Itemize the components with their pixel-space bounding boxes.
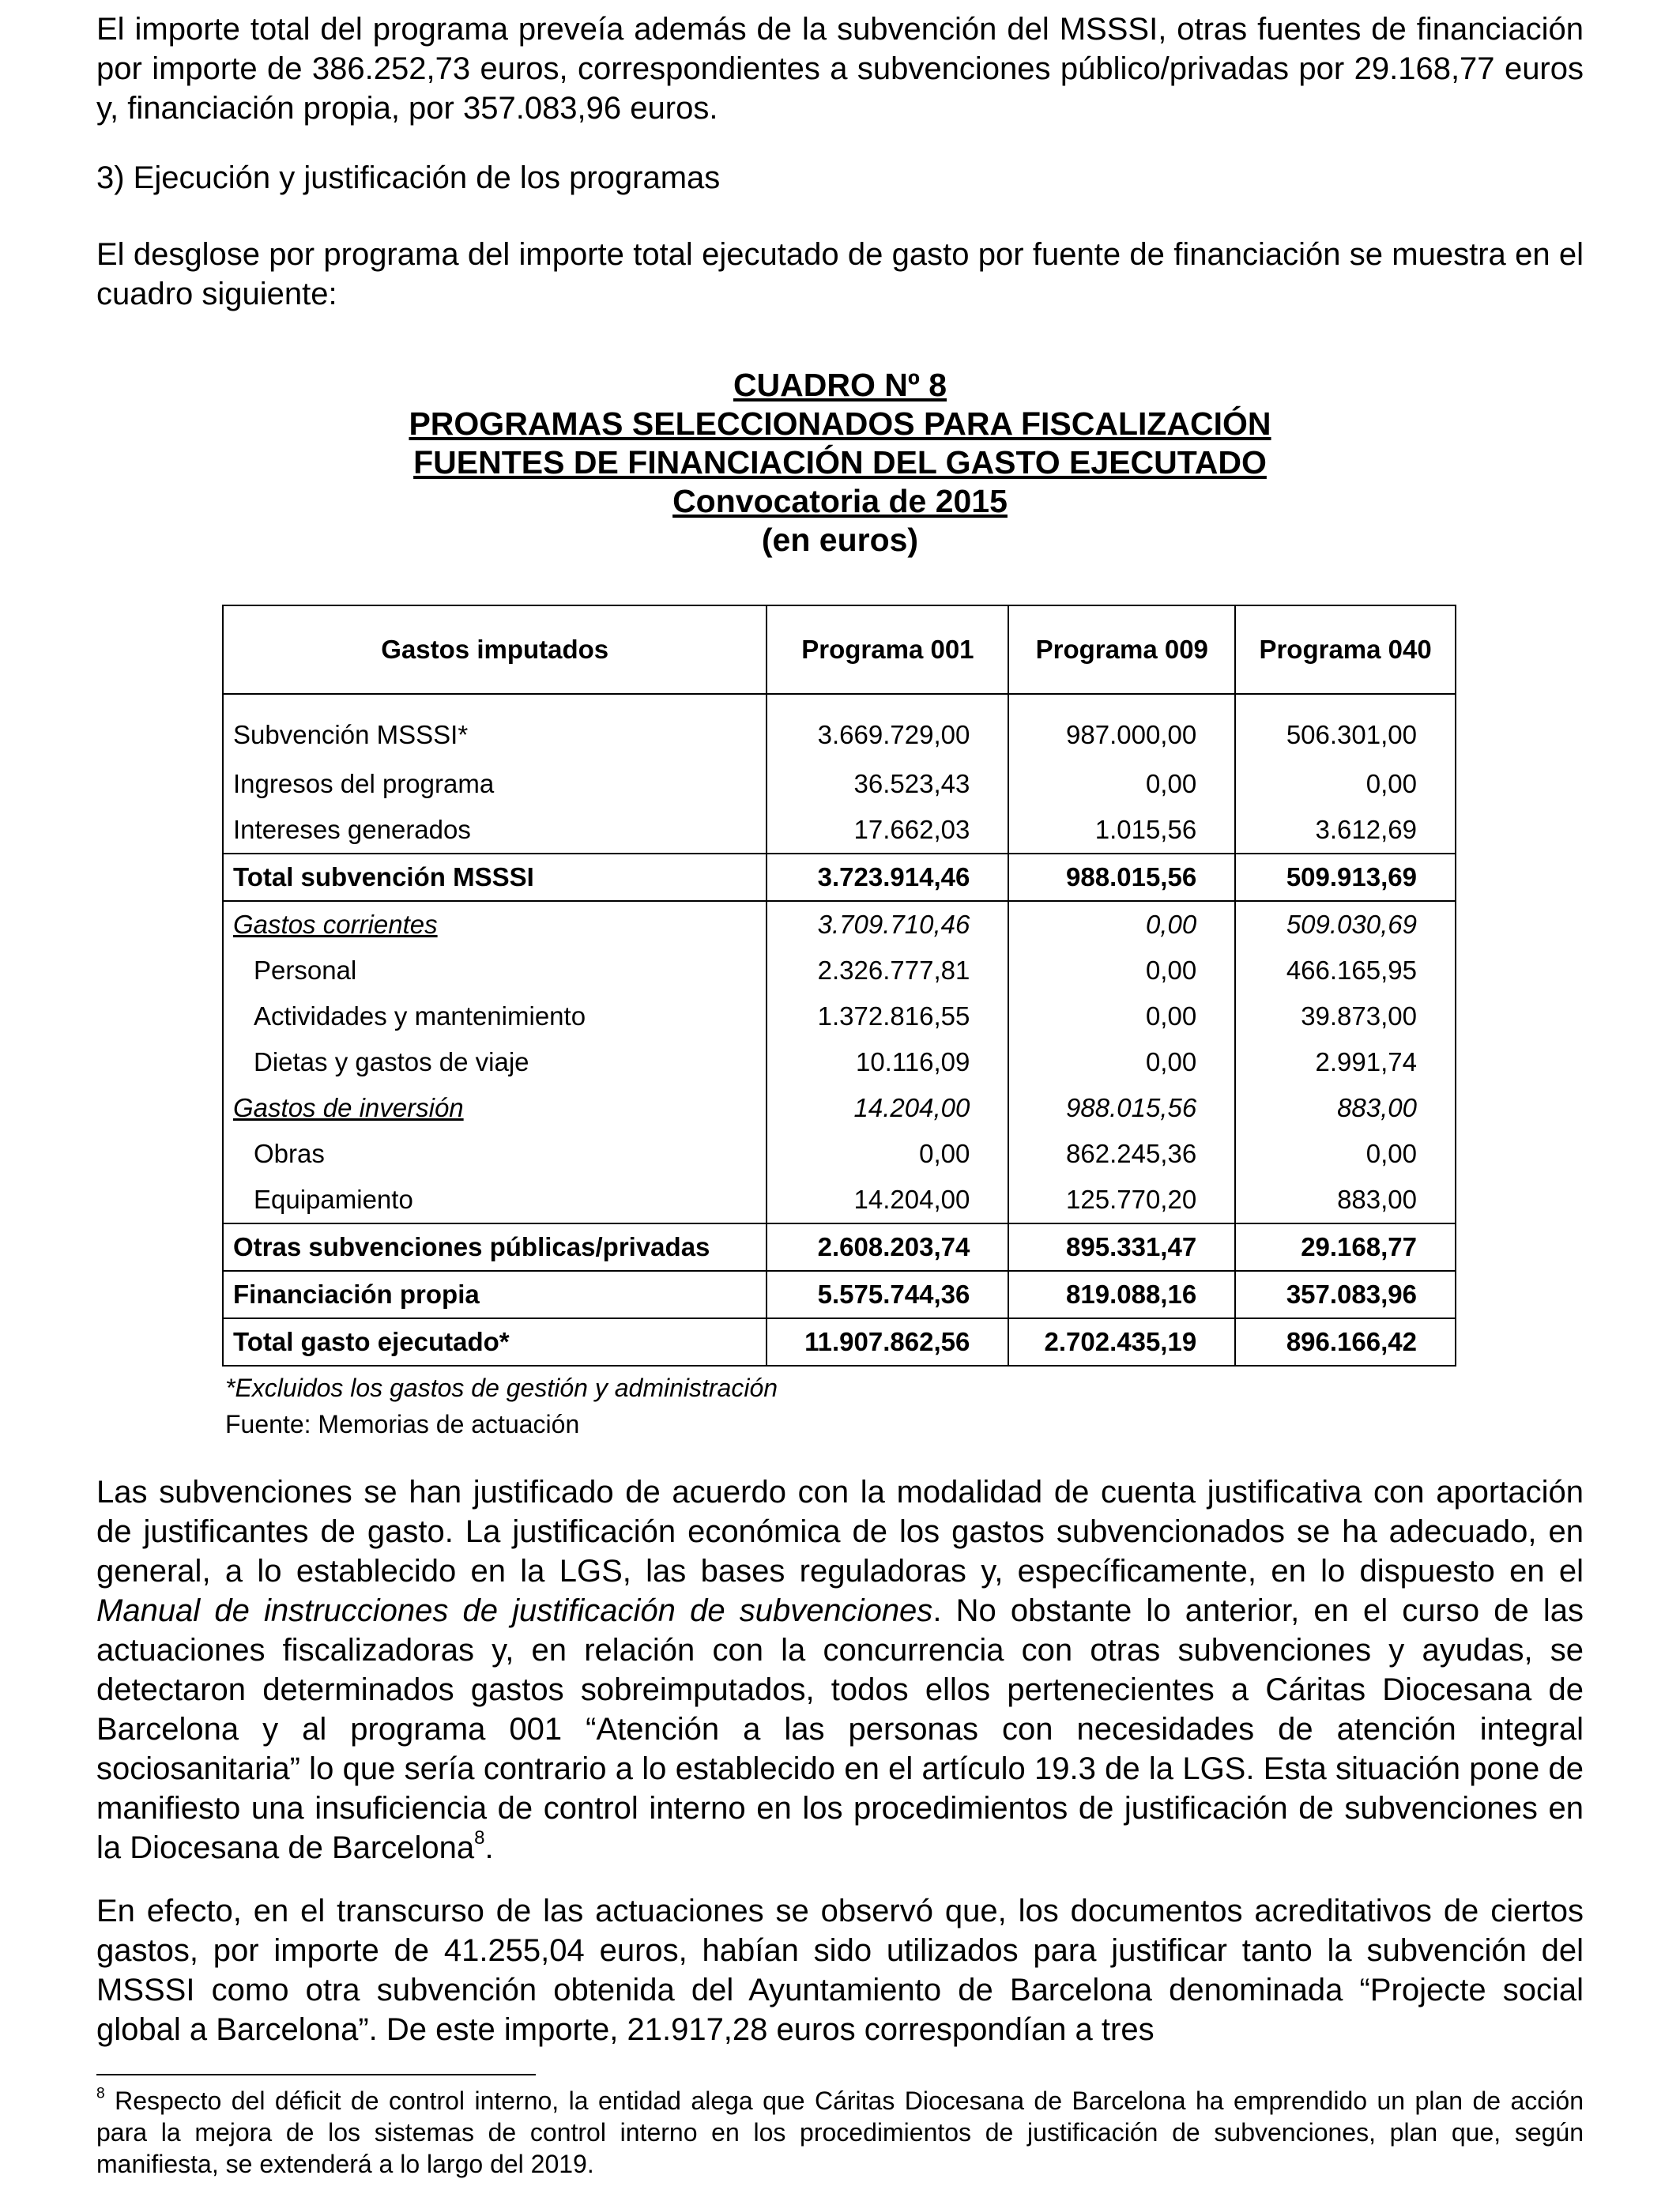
cell-value: 14.204,00 bbox=[767, 1177, 1008, 1223]
table-row-subheading bbox=[223, 901, 1456, 948]
cell-value: 819.088,16 bbox=[1008, 1271, 1235, 1318]
cell-value: 3.669.729,00 bbox=[767, 694, 1008, 761]
paragraph-breakdown-intro: El desglose por programa del importe total ejecutado de gasto por fuente de financiación se muestra en el cuadro siguiente: bbox=[96, 237, 1584, 311]
table-row bbox=[223, 993, 1456, 1039]
cell-value: 466.165,95 bbox=[1235, 948, 1456, 993]
row-label: Intereses generados bbox=[223, 807, 767, 854]
cell-value: 0,00 bbox=[1008, 761, 1235, 807]
row-label: Ingresos del programa bbox=[223, 761, 767, 807]
cell-value: 1.372.816,55 bbox=[767, 993, 1008, 1039]
row-label-text: Gastos de inversión bbox=[233, 1093, 464, 1122]
row-label: Actividades y mantenimiento bbox=[223, 993, 767, 1039]
row-label: Otras subvenciones públicas/privadas bbox=[223, 1223, 767, 1271]
header-programa-009: Programa 009 bbox=[1008, 605, 1235, 694]
cell-value: 0,00 bbox=[1235, 761, 1456, 807]
cell-value: 0,00 bbox=[767, 1131, 1008, 1177]
cell-value: 506.301,00 bbox=[1235, 694, 1456, 761]
cell-value: 11.907.862,56 bbox=[767, 1318, 1008, 1366]
row-label: Financiación propia bbox=[223, 1271, 767, 1318]
row-label: Subvención MSSSI* bbox=[223, 694, 767, 761]
cell-value: 2.991,74 bbox=[1235, 1039, 1456, 1085]
cell-value: 862.245,36 bbox=[1008, 1131, 1235, 1177]
cell-value: 895.331,47 bbox=[1008, 1223, 1235, 1271]
cell-value: 0,00 bbox=[1008, 993, 1235, 1039]
cell-value: 0,00 bbox=[1008, 948, 1235, 993]
cell-value: 1.015,56 bbox=[1008, 807, 1235, 854]
cell-value: 0,00 bbox=[1008, 1039, 1235, 1085]
footnote bbox=[96, 2085, 1584, 2180]
footnote-divider bbox=[96, 2074, 536, 2075]
table-row bbox=[223, 948, 1456, 993]
paragraph-text: . No obstante lo anterior, en el curso de las actuaciones fiscalizadoras y, en relación con la concurrencia con otras subvenciones y ayudas, se detectaron determinados gastos sobreimputados, todos ellos pertenecientes a Cáritas Diocesana de Barcelona y al programa 001 “Atención a las personas con necesidades de atención integral sociosanitaria” lo que sería contrario a lo establecido en el artículo 19.3 de la LGS. Esta situación pone de manifiesto una insuficiencia de control interno en los procedimientos de justificación de subvenciones en la Diocesana de Barcelona bbox=[96, 1593, 1584, 1865]
table-row bbox=[223, 1177, 1456, 1223]
row-label: Dietas y gastos de viaje bbox=[223, 1039, 767, 1085]
cell-value: 17.662,03 bbox=[767, 807, 1008, 854]
table-row-total bbox=[223, 1271, 1456, 1318]
cell-value: 3.709.710,46 bbox=[767, 901, 1008, 948]
table-row-total bbox=[223, 854, 1456, 901]
footnote-reference[interactable]: 8 bbox=[474, 1827, 485, 1849]
table-header-row bbox=[223, 605, 1456, 694]
cell-value: 3.723.914,46 bbox=[767, 854, 1008, 901]
table-title-line-3: FUENTES DE FINANCIACIÓN DEL GASTO EJECUTADO bbox=[413, 444, 1267, 481]
cell-value: 36.523,43 bbox=[767, 761, 1008, 807]
cell-value: 0,00 bbox=[1008, 901, 1235, 948]
header-programa-001: Programa 001 bbox=[767, 605, 1008, 694]
cell-value: 0,00 bbox=[1235, 1131, 1456, 1177]
row-label: Obras bbox=[223, 1131, 767, 1177]
table-source: Fuente: Memorias de actuación bbox=[225, 1410, 580, 1438]
footnote-text: Respecto del déficit de control interno, la entidad alega que Cáritas Diocesana de Barcelona ha emprendido un plan de acción para la mejora de los sistemas de control interno en los procedimientos de justificación de subvenciones, plan que, según manifiesta, se extenderá a lo largo del 2019. bbox=[96, 2087, 1584, 2178]
row-label: Equipamiento bbox=[223, 1177, 767, 1223]
cell-value: 14.204,00 bbox=[767, 1085, 1008, 1131]
cell-value: 883,00 bbox=[1235, 1177, 1456, 1223]
table-title bbox=[96, 366, 1584, 560]
table-row-total bbox=[223, 1318, 1456, 1366]
paragraph-funding-sources: El importe total del programa preveía además de la subvención del MSSSI, otras fuentes de financiación por importe de 386.252,73 euros, correspondientes a subvenciones público/privadas por 29.168,77 euros y, financiación propia, por 357.083,96 euros. bbox=[96, 12, 1584, 126]
paragraph-end: . bbox=[484, 1830, 494, 1865]
row-label-text: Gastos corrientes bbox=[233, 910, 438, 939]
manual-title: Manual de instrucciones de justificación de subvenciones bbox=[96, 1593, 933, 1628]
cell-value: 39.873,00 bbox=[1235, 993, 1456, 1039]
section-heading: 3) Ejecución y justificación de los programas bbox=[96, 160, 721, 195]
table-title-line-4: Convocatoria de 2015 bbox=[672, 483, 1008, 519]
cell-value: 3.612,69 bbox=[1235, 807, 1456, 854]
table-notes bbox=[225, 1370, 778, 1442]
cell-value: 5.575.744,36 bbox=[767, 1271, 1008, 1318]
table-row-subheading bbox=[223, 1085, 1456, 1131]
table-number: CUADRO Nº 8 bbox=[733, 367, 947, 403]
cell-value: 987.000,00 bbox=[1008, 694, 1235, 761]
funding-table bbox=[222, 605, 1456, 1367]
table-title-units: (en euros) bbox=[761, 522, 919, 558]
cell-value: 29.168,77 bbox=[1235, 1223, 1456, 1271]
cell-value: 988.015,56 bbox=[1008, 1085, 1235, 1131]
row-label: Personal bbox=[223, 948, 767, 993]
header-gastos-imputados: Gastos imputados bbox=[223, 605, 767, 694]
paragraph-text: Las subvenciones se han justificado de acuerdo con la modalidad de cuenta justificativa con aportación de justificantes de gasto. La justificación económica de los gastos subvencionados se ha adecuado, en general, a lo establecido en la LGS, las bases reguladoras y, específicamente, en lo dispuesto en el bbox=[96, 1475, 1584, 1589]
cell-value: 883,00 bbox=[1235, 1085, 1456, 1131]
cell-value: 896.166,42 bbox=[1235, 1318, 1456, 1366]
cell-value: 10.116,09 bbox=[767, 1039, 1008, 1085]
table-row bbox=[223, 807, 1456, 854]
row-label bbox=[223, 901, 767, 948]
table-row bbox=[223, 1131, 1456, 1177]
table-row bbox=[223, 694, 1456, 761]
row-label: Total subvención MSSSI bbox=[223, 854, 767, 901]
table-row-total bbox=[223, 1223, 1456, 1271]
footnote-number: 8 bbox=[96, 2085, 105, 2102]
table-title-line-2: PROGRAMAS SELECCIONADOS PARA FISCALIZACIÓN bbox=[409, 405, 1271, 442]
table-row bbox=[223, 761, 1456, 807]
cell-value: 357.083,96 bbox=[1235, 1271, 1456, 1318]
cell-value: 125.770,20 bbox=[1008, 1177, 1235, 1223]
paragraph-duplicate-documents: En efecto, en el transcurso de las actuaciones se observó que, los documentos acreditativos de ciertos gastos, por importe de 41.255,04 euros, habían sido utilizados para justificar tanto la subvención del MSSSI como otra subvención obtenida del Ayuntamiento de Barcelona denominada “Projecte social global a Barcelona”. De este importe, 21.917,28 euros correspondían a tres bbox=[96, 1894, 1584, 2047]
cell-value: 509.913,69 bbox=[1235, 854, 1456, 901]
cell-value: 509.030,69 bbox=[1235, 901, 1456, 948]
cell-value: 2.608.203,74 bbox=[767, 1223, 1008, 1271]
cell-value: 2.702.435,19 bbox=[1008, 1318, 1235, 1366]
header-programa-040: Programa 040 bbox=[1235, 605, 1456, 694]
table-note-excluded: *Excluidos los gastos de gestión y administración bbox=[225, 1374, 778, 1402]
table-row bbox=[223, 1039, 1456, 1085]
cell-value: 988.015,56 bbox=[1008, 854, 1235, 901]
row-label bbox=[223, 1085, 767, 1131]
paragraph-justification bbox=[96, 1472, 1584, 1868]
row-label: Total gasto ejecutado* bbox=[223, 1318, 767, 1366]
cell-value: 2.326.777,81 bbox=[767, 948, 1008, 993]
